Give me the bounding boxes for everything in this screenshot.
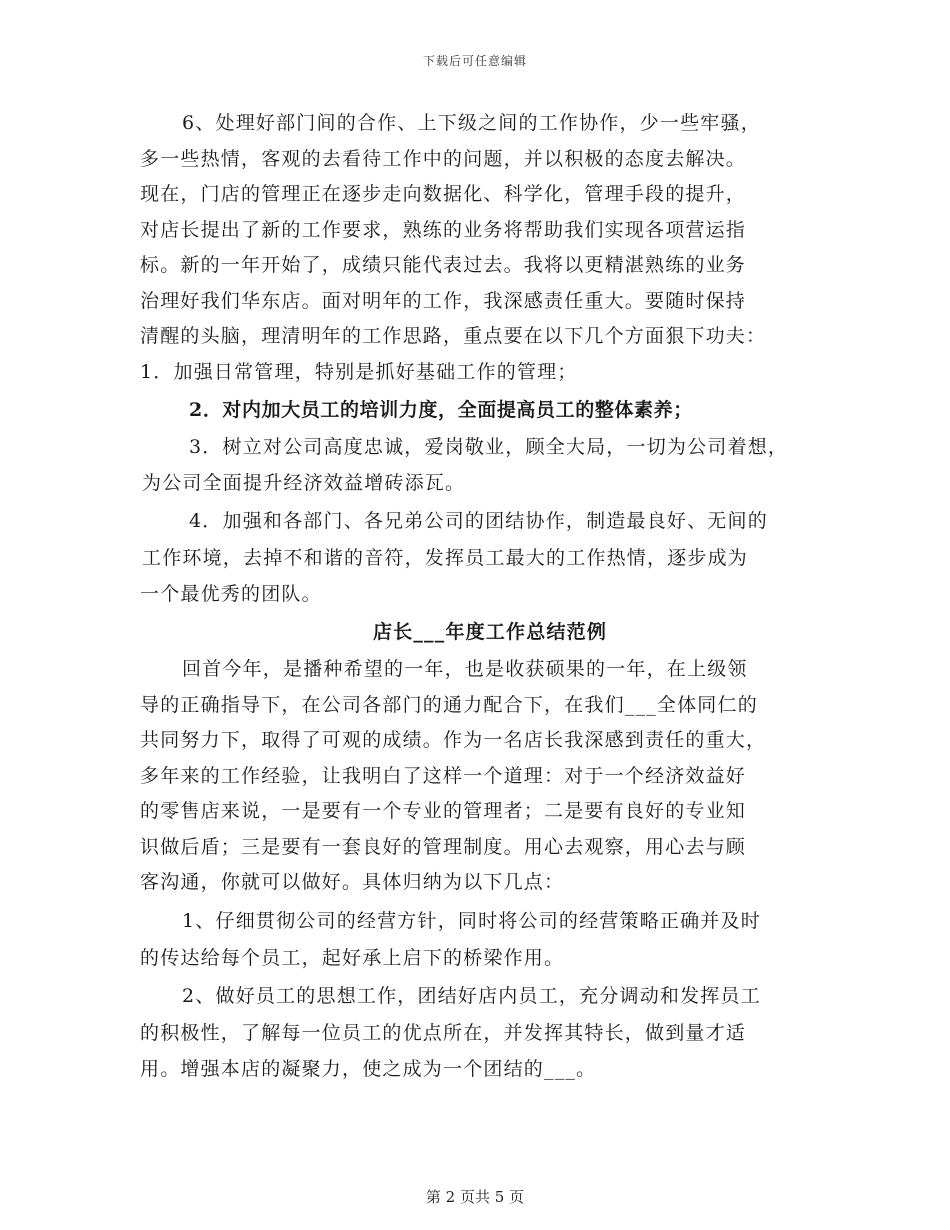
paragraph-line: 识做后盾；三是要有一套良好的管理制度。用心去观察，用心去与顾 [140,835,747,858]
paragraph-line: 治理好我们华东店。面对明年的工作，我深感责任重大。要随时保持 [140,289,747,312]
document-body [140,106,820,1087]
paragraph-line: 对店长提出了新的工作要求，熟练的业务将帮助我们实现各项营运指 [140,218,747,241]
paragraph-line: 现在，门店的管理正在逐步走向数据化、科学化，管理手段的提升， [140,183,747,205]
paragraph-line: 6、处理好部门间的合作、上下级之间的工作协作，少一些牢骚， [182,112,761,134]
paragraph-line: 清醒的头脑，理清明年的工作思路，重点要在以下几个方面狠下功夫： [140,325,767,347]
paragraph-line: 一个最优秀的团队。 [140,582,322,605]
list-item: 1．加强日常管理，特别是抓好基础工作的管理； [140,360,578,383]
paragraph-line: 多年来的工作经验，让我明白了这样一个道理：对于一个经济效益好 [140,764,747,787]
paragraph-line: 导的正确指导下，在公司各部门的通力配合下，在我们___全体同仁的 [140,693,758,716]
section-title: 店长___年度工作总结范例 [372,621,608,643]
list-item: 3．树立对公司高度忠诚，爱岗敬业，顾全大局，一切为公司着想， [189,436,789,458]
list-item: 1、仔细贯彻公司的经营方针，同时将公司的经营策略正确并及时 [182,909,761,932]
paragraph-line: 的传达给每个员工，起好承上启下的桥梁作用。 [140,946,565,969]
paragraph-line: 共同努力下，取得了可观的成绩。作为一名店长我深感到责任的重大， [140,729,767,751]
paragraph-line: 客沟通，你就可以做好。具体归纳为以下几点： [140,871,565,893]
paragraph-line: 工作环境，去掉不和谐的音符，发挥员工最大的工作热情，逐步成为 [142,547,749,569]
list-item: 4．加强和各部门、各兄弟公司的团结协作，制造最良好、无间的 [189,510,768,532]
paragraph-line: 为公司全面提升经济效益增砖添瓦。 [142,471,466,494]
list-item-bold: 2．对内加大员工的培训力度，全面提高员工的整体素养； [189,399,693,421]
paragraph-line: 的零售店来说，一是要有一个专业的管理者；二是要有良好的专业知 [140,800,747,822]
paragraph-line: 回首今年，是播种希望的一年，也是收获硕果的一年，在上级领 [182,658,748,680]
paragraph-line: 标。新的一年开始了，成绩只能代表过去。我将以更精湛熟练的业务 [140,254,747,276]
paragraph-line: 多一些热情，客观的去看待工作中的问题，并以积极的态度去解决。 [140,147,747,170]
list-item: 2、做好员工的思想工作，团结好店内员工，充分调动和发挥员工 [182,985,761,1007]
paragraph-line: 的积极性，了解每一位员工的优点所在，并发挥其特长，做到量才适 [140,1022,747,1044]
paragraph-line: 用。增强本店的凝聚力，使之成为一个团结的___。 [140,1057,597,1080]
page-header: 下载后可任意编辑 [422,54,527,68]
page-footer: 第 2 页共 5 页 [425,1188,525,1206]
